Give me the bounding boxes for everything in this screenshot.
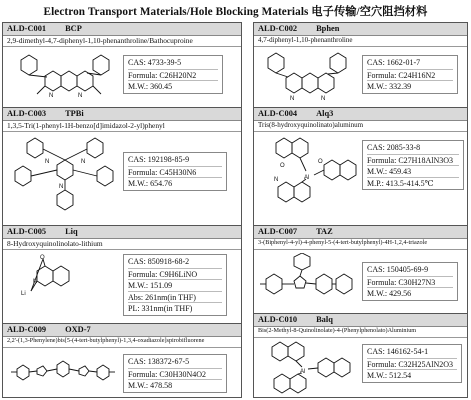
product-code: ALD-C005 xyxy=(7,227,47,236)
properties-box xyxy=(362,55,458,94)
svg-text:Al: Al xyxy=(300,369,306,375)
product-abbr: BCP xyxy=(65,24,82,33)
card-header xyxy=(3,108,241,121)
melting-point: M.P.: 413.5-414.5℃ xyxy=(367,177,459,189)
cas-number: CAS: 2085-33-8 xyxy=(367,143,421,152)
card-header xyxy=(3,226,241,239)
bcp-structure-icon xyxy=(7,50,119,104)
formula: Formula: C30H27N3 xyxy=(367,276,453,288)
card-taz xyxy=(254,225,467,313)
chemical-name: 2,9-dimethyl-4,7-diphenyl-1,10-phenanthroline/Bathocuproine xyxy=(3,36,241,47)
card-header xyxy=(254,226,467,239)
svg-text:Al: Al xyxy=(304,175,310,181)
svg-text:N: N xyxy=(49,93,54,99)
nitrogen-label: N xyxy=(33,279,38,285)
cas-number: CAS: 1662-01-7 xyxy=(367,58,421,67)
formula: Formula: C26H20N2 xyxy=(128,69,218,81)
right-column xyxy=(253,22,468,398)
cas-number: CAS: 4733-39-5 xyxy=(128,58,182,67)
photoluminescence: PL: 331nm(in THF) xyxy=(128,302,222,314)
product-code: ALD-C002 xyxy=(258,24,298,33)
svg-text:O: O xyxy=(318,159,323,165)
product-code: ALD-C010 xyxy=(258,315,298,324)
lithium-label: Li xyxy=(21,291,26,297)
cas-number: CAS: 150405-69-9 xyxy=(367,265,429,274)
svg-text:N: N xyxy=(59,184,64,190)
formula: Formula: C45H30N6 xyxy=(128,166,222,178)
svg-text:N: N xyxy=(78,93,83,99)
product-abbr: Liq xyxy=(65,227,78,236)
molecular-weight: M.W.: 478.58 xyxy=(128,379,222,391)
molecular-weight: M.W.: 332.39 xyxy=(367,80,453,92)
svg-text:N: N xyxy=(321,96,326,102)
product-abbr: Balq xyxy=(316,315,333,324)
product-code: ALD-C003 xyxy=(7,109,47,118)
svg-text:N: N xyxy=(290,96,295,102)
bphen-structure-icon xyxy=(258,50,358,106)
card-header xyxy=(3,324,241,337)
molecular-weight: M.W.: 459.43 xyxy=(367,165,459,177)
molecular-weight: M.W.: 429.56 xyxy=(367,287,453,299)
formula: Formula: C32H25AlN2O3 xyxy=(367,358,457,370)
svg-text:N: N xyxy=(274,177,279,183)
properties-box xyxy=(362,140,464,190)
product-code: ALD-C007 xyxy=(258,227,298,236)
card-liq xyxy=(3,225,241,323)
chemical-name: 8-Hydroxyquinolinolato-lithium xyxy=(3,239,241,250)
tpbi-structure-icon xyxy=(7,135,119,217)
card-bcp xyxy=(3,23,241,107)
card-balq xyxy=(254,313,467,399)
product-abbr: TPBi xyxy=(65,109,84,118)
product-abbr: Bphen xyxy=(316,24,340,33)
page-title: Electron Transport Materials/Hole Blocking Materials 电子传输/空穴阻挡材料 xyxy=(43,6,428,18)
cas-number: CAS: 850918-68-2 xyxy=(128,257,190,266)
chemical-name: 2,2'-(1,3-Phenylene)bis[5-(4-tert-butylphenyl)-1,3,4-oxadiazole]spirobifluorene xyxy=(3,337,241,348)
properties-box xyxy=(123,55,223,94)
card-header xyxy=(254,23,467,36)
svg-text:N: N xyxy=(81,159,86,165)
product-code: ALD-C001 xyxy=(7,24,47,33)
card-bphen xyxy=(254,23,467,107)
formula: Formula: C9H6LiNO xyxy=(128,268,222,280)
product-code: ALD-C009 xyxy=(7,325,47,334)
oxygen-label: O xyxy=(40,255,45,261)
chemical-name: Bis(2-Methyl-8-Quinolinolate)-4-(Phenylphenolato)Aluminium xyxy=(254,327,467,338)
oxd7-structure-icon xyxy=(7,351,123,397)
chemical-name: 1,3,5-Tri(1-phenyl-1H-benzo[d]imidazol-2-yl)phenyl xyxy=(3,121,241,132)
molecular-weight: M.W.: 360.45 xyxy=(128,80,218,92)
left-column xyxy=(2,22,242,398)
alq3-structure-icon xyxy=(258,135,358,217)
cas-number: CAS: 138372-67-5 xyxy=(128,357,190,366)
card-oxd7 xyxy=(3,323,241,399)
card-alq3 xyxy=(254,107,467,225)
product-code: ALD-C004 xyxy=(258,109,298,118)
molecular-weight: M.W.: 654.76 xyxy=(128,177,222,189)
properties-box xyxy=(362,344,462,383)
card-header xyxy=(254,314,467,327)
svg-text:O: O xyxy=(280,163,285,169)
properties-box xyxy=(123,254,227,316)
product-abbr: Alq3 xyxy=(316,109,334,118)
product-abbr: OXD-7 xyxy=(65,325,91,334)
taz-structure-icon xyxy=(258,253,358,311)
liq-structure-icon xyxy=(7,253,119,323)
absorption: Abs: 261nm(in THF) xyxy=(128,291,222,303)
molecular-weight: M.W.: 151.09 xyxy=(128,279,222,291)
card-header xyxy=(254,108,467,121)
chemical-name: 4,7-diphenyl-1,10-phenanthroline xyxy=(254,36,467,47)
molecular-weight: M.W.: 512.54 xyxy=(367,369,457,381)
properties-box xyxy=(362,262,458,301)
card-tpbi xyxy=(3,107,241,225)
formula: Formula: C24H16N2 xyxy=(367,69,453,81)
properties-box xyxy=(123,354,227,393)
card-header xyxy=(3,23,241,36)
product-abbr: TAZ xyxy=(316,227,333,236)
chemical-name: 3-(Biphenyl-4-yl)-4-phenyl-5-(4-tert-butylphenyl)-4H-1,2,4-triazole xyxy=(254,239,467,250)
chemical-name: Tris(8-hydroxyquinolinato)aluminum xyxy=(254,121,467,132)
formula: Formula: C30H30N4O2 xyxy=(128,368,222,380)
cas-number: CAS: 146162-54-1 xyxy=(367,347,429,356)
cas-number: CAS: 192198-85-9 xyxy=(128,155,190,164)
properties-box xyxy=(123,152,227,191)
balq-structure-icon xyxy=(258,341,358,399)
svg-text:N: N xyxy=(45,159,50,165)
formula: Formula: C27H18AlN3O3 xyxy=(367,154,459,166)
